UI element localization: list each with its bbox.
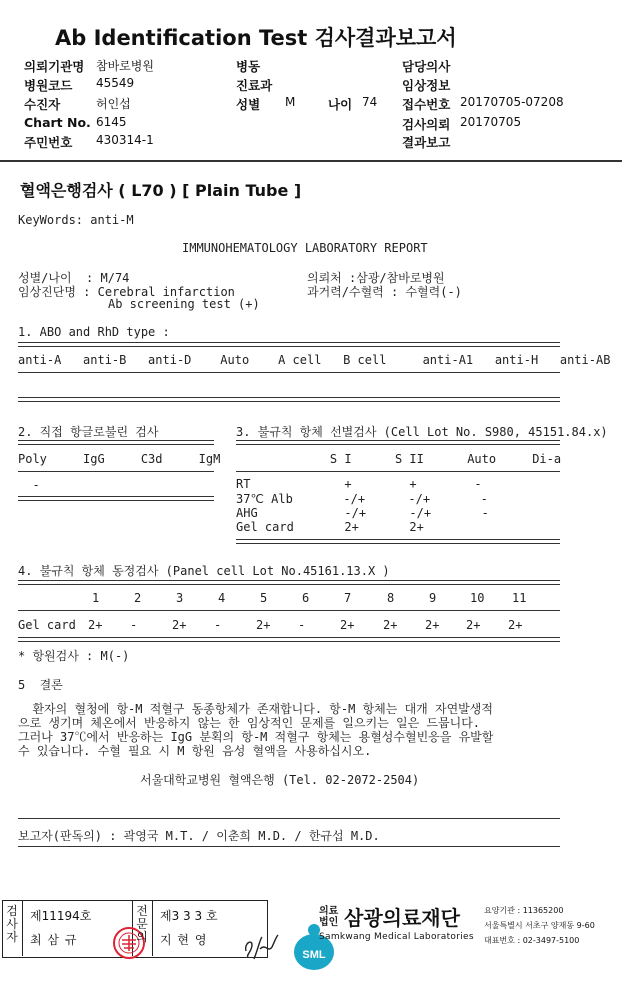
panel-cell-value: 2+ bbox=[88, 618, 103, 632]
request-value: 20170705 bbox=[460, 115, 522, 129]
panel-cell-value: 2+ bbox=[466, 618, 481, 632]
divider bbox=[18, 342, 560, 347]
resident-label: 주민번호 bbox=[24, 135, 73, 150]
clinical-label: 임상정보 bbox=[402, 78, 451, 93]
screening-row-rt: RT + + - bbox=[236, 477, 482, 491]
divider bbox=[18, 846, 560, 847]
org-name: 삼광의료재단 bbox=[344, 906, 460, 930]
screening-title: 3. 불규칙 항체 선별검사 (Cell Lot No. S980, 45151.84.x) bbox=[236, 425, 608, 439]
conclusion-line: 환자의 혈청에 항-M 적혈구 동종항체가 존재합니다. 항-M 항체는 대개 자연발생적 bbox=[18, 702, 493, 716]
panel-cell-number: 1 bbox=[92, 591, 100, 605]
specialist-label: 전 문 의 bbox=[136, 904, 148, 944]
panel-cell-number: 3 bbox=[176, 591, 184, 605]
panel-cell-number: 7 bbox=[344, 591, 352, 605]
section-title: 혈액은행검사 ( L70 ) [ Plain Tube ] bbox=[20, 181, 302, 200]
diagnosis-line2: Ab screening test (+) bbox=[108, 297, 260, 311]
divider bbox=[236, 471, 560, 472]
hospcode-value: 45549 bbox=[96, 76, 135, 90]
conclusion-line: 그러나 37℃에서 반응하는 IgG 분획의 항-M 적혈구 항체는 용혈성수혈빈응을 유발할 bbox=[18, 730, 494, 744]
screening-headers: S I S II Auto Di-a bbox=[236, 452, 562, 466]
specialist-no: 제3 3 3 호 bbox=[160, 909, 218, 923]
dat-headers: Poly IgG C3d IgM bbox=[18, 452, 221, 466]
patient-value: 허인섭 bbox=[96, 97, 131, 111]
keywords: KeyWords: anti-M bbox=[18, 213, 134, 227]
doctor-label: 담당의사 bbox=[402, 59, 451, 74]
result-label: 결과보고 bbox=[402, 135, 451, 150]
dat-title: 2. 직접 항글로불린 검사 bbox=[18, 425, 159, 439]
panel-title: 4. 불규칙 항체 동정검사 (Panel cell Lot No.45161.13.X ) bbox=[18, 564, 390, 578]
chart-value: 6145 bbox=[96, 115, 127, 129]
reg-no: 요양기관 : 11365200 bbox=[484, 906, 564, 915]
report-title: IMMUNOHEMATOLOGY LABORATORY REPORT bbox=[182, 241, 428, 255]
panel-cell-value: 2+ bbox=[172, 618, 187, 632]
hospital-label: 의뢰기관명 bbox=[24, 59, 85, 74]
antigen-test: * 항원검사 : M(-) bbox=[18, 649, 130, 663]
panel-cell-number: 4 bbox=[218, 591, 226, 605]
hospcode-label: 병원코드 bbox=[24, 78, 73, 93]
divider bbox=[18, 397, 560, 402]
patient-label: 수진자 bbox=[24, 97, 61, 112]
sml-logo-text: SML bbox=[302, 949, 326, 961]
request-label: 검사의뢰 bbox=[402, 117, 451, 132]
phone: 대표번호 : 02-3497-5100 bbox=[484, 936, 580, 945]
panel-label: Gel card bbox=[18, 618, 76, 632]
address: 서울특별시 서초구 양재동 9-60 bbox=[484, 921, 595, 930]
divider bbox=[18, 372, 560, 373]
panel-cell-value: - bbox=[130, 618, 138, 632]
conclusion-title: 5 결론 bbox=[18, 678, 63, 692]
panel-cell-value: 2+ bbox=[340, 618, 355, 632]
history: 과거력/수혈력 : 수혈력(-) bbox=[307, 285, 462, 299]
inspector-name: 최 삼 규 bbox=[30, 933, 78, 947]
panel-cell-value: 2+ bbox=[256, 618, 271, 632]
divider bbox=[152, 900, 153, 956]
org-type: 의료법인 bbox=[319, 906, 339, 928]
conclusion-line: 으로 생기며 체온에서 반응하지 않는 한 임상적인 문제를 일으키는 일은 드뭅니다. bbox=[18, 716, 481, 730]
divider bbox=[236, 539, 560, 544]
panel-cell-number: 8 bbox=[387, 591, 395, 605]
age-value: 74 bbox=[362, 95, 378, 109]
sex-age: 성별/나이 : M/74 bbox=[18, 271, 130, 285]
panel-cell-value: 2+ bbox=[383, 618, 398, 632]
abo-title: 1. ABO and RhD type : bbox=[18, 325, 170, 339]
panel-cell-number: 6 bbox=[302, 591, 310, 605]
sex-label: 성별 bbox=[236, 97, 261, 112]
divider bbox=[18, 818, 560, 819]
ward-label: 병동 bbox=[236, 59, 261, 74]
divider bbox=[18, 610, 560, 611]
divider bbox=[18, 496, 214, 501]
divider bbox=[18, 637, 560, 642]
divider bbox=[18, 440, 214, 445]
conclusion-line: 수 있습니다. 수혈 필요 시 M 항원 음성 혈액을 사용하십시오. bbox=[18, 744, 372, 758]
age-label: 나이 bbox=[328, 97, 353, 112]
panel-cell-value: 2+ bbox=[425, 618, 440, 632]
panel-cell-value: 2+ bbox=[508, 618, 523, 632]
resident-value: 430314-1 bbox=[96, 133, 154, 147]
panel-cell-value: - bbox=[214, 618, 222, 632]
diagnosis: 임상진단명 : Cerebral infarction bbox=[18, 285, 235, 299]
signature bbox=[220, 910, 260, 944]
dept-label: 진료과 bbox=[236, 78, 273, 93]
panel-cell-value: - bbox=[298, 618, 306, 632]
screening-row-gel: Gel card 2+ 2+ bbox=[236, 520, 424, 534]
divider bbox=[18, 580, 560, 585]
receipt-value: 20170705-07208 bbox=[460, 95, 564, 109]
panel-cell-number: 9 bbox=[429, 591, 437, 605]
requester: 의뢰처 :삼광/참바로병원 bbox=[307, 271, 445, 285]
seal-stamp bbox=[92, 907, 126, 941]
page-title: Ab Identification Test 검사결과보고서 bbox=[55, 26, 457, 50]
reporters: 보고자(판독의) : 곽영국 M.T. / 이춘희 M.D. / 한규섭 M.D. bbox=[18, 829, 380, 843]
org-english: Samkwang Medical Laboratories bbox=[319, 932, 474, 942]
divider bbox=[18, 471, 214, 472]
header-divider bbox=[0, 160, 622, 162]
inspector-label: 검 사 자 bbox=[6, 904, 18, 944]
panel-cell-number: 2 bbox=[134, 591, 142, 605]
inspector-no: 제11194호 bbox=[30, 909, 92, 923]
specialist-name: 지 현 영 bbox=[160, 933, 208, 947]
panel-cell-number: 5 bbox=[260, 591, 268, 605]
panel-cell-number: 11 bbox=[512, 591, 527, 605]
abo-headers: anti-A anti-B anti-D Auto A cell B cell anti-A1 anti-H anti-AB bbox=[18, 353, 611, 367]
screening-row-ahg: AHG -/+ -/+ - bbox=[236, 506, 489, 520]
chart-label: Chart No. bbox=[24, 115, 91, 130]
sex-value: M bbox=[285, 95, 296, 109]
lab-contact: 서울대학교병원 혈액은행 (Tel. 02-2072-2504) bbox=[140, 773, 420, 787]
divider bbox=[22, 900, 23, 956]
panel-cell-number: 10 bbox=[470, 591, 485, 605]
sml-logo-icon bbox=[272, 903, 326, 961]
screening-row-alb: 37℃ Alb -/+ -/+ - bbox=[236, 492, 488, 506]
dat-value: - bbox=[18, 478, 40, 492]
receipt-label: 접수번호 bbox=[402, 97, 451, 112]
divider bbox=[236, 440, 560, 445]
hospital-value: 참바로병원 bbox=[96, 59, 154, 73]
